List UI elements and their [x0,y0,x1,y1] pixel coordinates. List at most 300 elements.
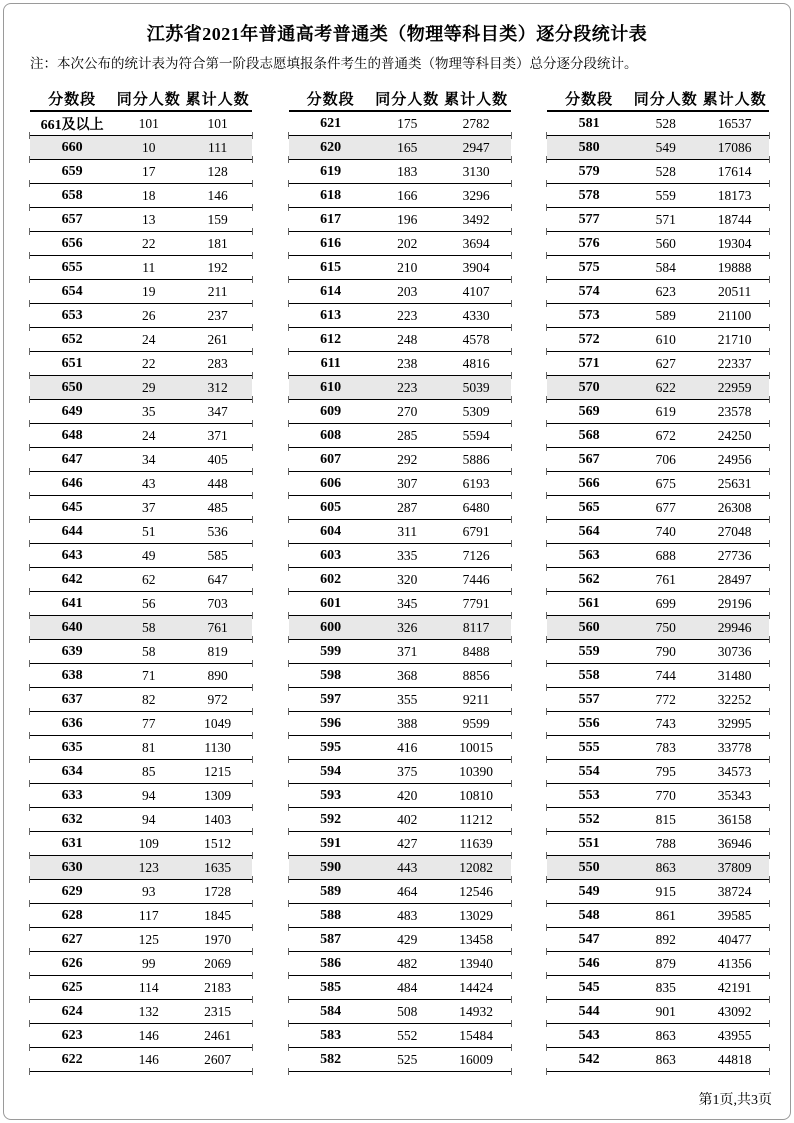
cell-same-score-count: 77 [114,712,183,736]
cell-score-segment: 629 [30,880,114,904]
cell-score-segment: 559 [547,640,631,664]
cell-cumulative-count: 8117 [442,616,511,640]
cell-same-score-count: 788 [631,832,700,856]
cell-cumulative-count: 40477 [700,928,769,952]
table-row [289,328,511,352]
cell-same-score-count: 311 [373,520,442,544]
cell-same-score-count: 94 [114,784,183,808]
score-table-middle [289,86,511,1072]
cell-same-score-count: 345 [373,592,442,616]
cell-score-segment: 590 [289,856,373,880]
cell-cumulative-count: 8488 [442,640,511,664]
cell-same-score-count: 35 [114,400,183,424]
cell-cumulative-count: 27736 [700,544,769,568]
cell-same-score-count: 19 [114,280,183,304]
cell-score-segment: 652 [30,328,114,352]
cell-same-score-count: 166 [373,184,442,208]
cell-cumulative-count: 28497 [700,568,769,592]
cell-same-score-count: 508 [373,1000,442,1024]
cell-cumulative-count: 3492 [442,208,511,232]
table-row [289,808,511,832]
cell-same-score-count: 58 [114,640,183,664]
cell-cumulative-count: 1130 [183,736,252,760]
cell-cumulative-count: 21100 [700,304,769,328]
cell-cumulative-count: 890 [183,664,252,688]
cell-same-score-count: 175 [373,111,442,136]
cell-score-segment: 603 [289,544,373,568]
cell-score-segment: 638 [30,664,114,688]
table-row [289,904,511,928]
table-row [547,280,769,304]
cell-cumulative-count: 18744 [700,208,769,232]
cell-score-segment: 633 [30,784,114,808]
cell-score-segment: 636 [30,712,114,736]
cell-cumulative-count: 3904 [442,256,511,280]
cell-same-score-count: 287 [373,496,442,520]
cell-score-segment: 568 [547,424,631,448]
cell-same-score-count: 761 [631,568,700,592]
cell-same-score-count: 99 [114,952,183,976]
cell-cumulative-count: 17086 [700,136,769,160]
table-row [289,256,511,280]
page-footer: 第1页,共3页 [698,1093,772,1108]
table-row [289,232,511,256]
table-row [30,544,252,568]
cell-same-score-count: 388 [373,712,442,736]
cell-same-score-count: 81 [114,736,183,760]
cell-cumulative-count: 36946 [700,832,769,856]
cell-score-segment: 544 [547,1000,631,1024]
table-row [30,256,252,280]
table-row [289,352,511,376]
cell-cumulative-count: 2069 [183,952,252,976]
cell-score-segment: 647 [30,448,114,472]
cell-same-score-count: 368 [373,664,442,688]
cell-score-segment: 606 [289,472,373,496]
cell-cumulative-count: 12546 [442,880,511,904]
cell-score-segment: 580 [547,136,631,160]
cell-score-segment: 552 [547,808,631,832]
cell-cumulative-count: 1403 [183,808,252,832]
cell-same-score-count: 772 [631,688,700,712]
cell-cumulative-count: 192 [183,256,252,280]
cell-cumulative-count: 312 [183,376,252,400]
cell-same-score-count: 672 [631,424,700,448]
table-row [547,256,769,280]
cell-score-segment: 542 [547,1048,631,1072]
table-row [30,712,252,736]
table-row [547,544,769,568]
cell-score-segment: 637 [30,688,114,712]
cell-score-segment: 657 [30,208,114,232]
cell-score-segment: 615 [289,256,373,280]
cell-cumulative-count: 3130 [442,160,511,184]
cell-same-score-count: 783 [631,736,700,760]
cell-same-score-count: 901 [631,1000,700,1024]
cell-same-score-count: 484 [373,976,442,1000]
cell-cumulative-count: 261 [183,328,252,352]
cell-score-segment: 582 [289,1048,373,1072]
cell-same-score-count: 483 [373,904,442,928]
cell-cumulative-count: 21710 [700,328,769,352]
cell-same-score-count: 375 [373,760,442,784]
cell-same-score-count: 22 [114,352,183,376]
cell-score-segment: 594 [289,760,373,784]
cell-cumulative-count: 1845 [183,904,252,928]
cell-cumulative-count: 3296 [442,184,511,208]
cell-cumulative-count: 30736 [700,640,769,664]
table-row [547,520,769,544]
cell-score-segment: 599 [289,640,373,664]
table-row [547,736,769,760]
table-row [30,808,252,832]
table-row [547,472,769,496]
cell-score-segment: 567 [547,448,631,472]
cell-same-score-count: 584 [631,256,700,280]
cell-score-segment: 610 [289,376,373,400]
cell-same-score-count: 82 [114,688,183,712]
table-row [289,1048,511,1072]
cell-same-score-count: 525 [373,1048,442,1072]
cell-score-segment: 643 [30,544,114,568]
cell-same-score-count: 146 [114,1024,183,1048]
cell-score-segment: 649 [30,400,114,424]
table-row [547,208,769,232]
table-row [547,400,769,424]
table-row [30,304,252,328]
cell-same-score-count: 51 [114,520,183,544]
cell-score-segment: 550 [547,856,631,880]
table-row [289,616,511,640]
cell-same-score-count: 815 [631,808,700,832]
cell-same-score-count: 560 [631,232,700,256]
cell-score-segment: 557 [547,688,631,712]
table-row [547,424,769,448]
cell-score-segment: 630 [30,856,114,880]
cell-score-segment: 613 [289,304,373,328]
cell-cumulative-count: 585 [183,544,252,568]
cell-score-segment: 619 [289,160,373,184]
cell-score-segment: 607 [289,448,373,472]
cell-same-score-count: 915 [631,880,700,904]
table-row [30,184,252,208]
cell-same-score-count: 203 [373,280,442,304]
cell-cumulative-count: 9599 [442,712,511,736]
table-row [289,544,511,568]
cell-same-score-count: 326 [373,616,442,640]
table-row [30,928,252,952]
table-row [547,376,769,400]
cell-score-segment: 639 [30,640,114,664]
cell-cumulative-count: 33778 [700,736,769,760]
table-row [547,976,769,1000]
col-header-score-segment: 分数段 [289,86,373,111]
table-row [289,712,511,736]
table-row [289,520,511,544]
cell-score-segment: 548 [547,904,631,928]
cell-cumulative-count: 7791 [442,592,511,616]
cell-score-segment: 634 [30,760,114,784]
table-row [547,808,769,832]
cell-cumulative-count: 29196 [700,592,769,616]
cell-cumulative-count: 6480 [442,496,511,520]
cell-score-segment: 611 [289,352,373,376]
cell-cumulative-count: 13940 [442,952,511,976]
cell-score-segment: 555 [547,736,631,760]
cell-score-segment: 572 [547,328,631,352]
cell-cumulative-count: 4578 [442,328,511,352]
table-row [30,448,252,472]
cell-same-score-count: 320 [373,568,442,592]
cell-score-segment: 571 [547,352,631,376]
table-row [289,664,511,688]
cell-cumulative-count: 14932 [442,1000,511,1024]
col-header-same-score-count: 同分人数 [114,86,183,111]
table-row [289,424,511,448]
table-row [30,136,252,160]
cell-cumulative-count: 17614 [700,160,769,184]
cell-score-segment: 553 [547,784,631,808]
cell-same-score-count: 482 [373,952,442,976]
table-row [289,784,511,808]
cell-score-segment: 581 [547,111,631,136]
cell-score-segment: 605 [289,496,373,520]
table-row [30,616,252,640]
cell-cumulative-count: 18173 [700,184,769,208]
table-row [547,856,769,880]
cell-score-segment: 560 [547,616,631,640]
cell-same-score-count: 402 [373,808,442,832]
page-title: 江苏省2021年普通高考普通类（物理等科目类）逐分段统计表 [146,24,648,44]
cell-cumulative-count: 11639 [442,832,511,856]
cell-score-segment: 640 [30,616,114,640]
table-row [30,736,252,760]
table-row [30,328,252,352]
cell-score-segment: 585 [289,976,373,1000]
table-row [30,208,252,232]
table-row [30,880,252,904]
table-row [289,880,511,904]
col-header-score-segment: 分数段 [547,86,631,111]
cell-same-score-count: 71 [114,664,183,688]
cell-same-score-count: 11 [114,256,183,280]
col-header-same-score-count: 同分人数 [373,86,442,111]
cell-same-score-count: 114 [114,976,183,1000]
cell-cumulative-count: 1512 [183,832,252,856]
cell-cumulative-count: 23578 [700,400,769,424]
cell-cumulative-count: 32252 [700,688,769,712]
cell-score-segment: 631 [30,832,114,856]
cell-cumulative-count: 20511 [700,280,769,304]
cell-same-score-count: 292 [373,448,442,472]
cell-score-segment: 609 [289,400,373,424]
cell-same-score-count: 202 [373,232,442,256]
cell-score-segment: 614 [289,280,373,304]
cell-cumulative-count: 7446 [442,568,511,592]
cell-cumulative-count: 819 [183,640,252,664]
cell-same-score-count: 863 [631,1048,700,1072]
cell-same-score-count: 355 [373,688,442,712]
cell-same-score-count: 285 [373,424,442,448]
cell-cumulative-count: 39585 [700,904,769,928]
table-row [30,1024,252,1048]
table-row [30,111,252,136]
cell-score-segment: 612 [289,328,373,352]
table-row [547,1000,769,1024]
cell-cumulative-count: 1309 [183,784,252,808]
table-row [30,496,252,520]
table-row [547,111,769,136]
header-row [289,86,511,111]
cell-score-segment: 648 [30,424,114,448]
cell-cumulative-count: 972 [183,688,252,712]
cell-same-score-count: 94 [114,808,183,832]
cell-score-segment: 592 [289,808,373,832]
table-row [30,280,252,304]
cell-same-score-count: 10 [114,136,183,160]
table-row [30,664,252,688]
cell-same-score-count: 307 [373,472,442,496]
cell-same-score-count: 740 [631,520,700,544]
table-row [30,232,252,256]
cell-cumulative-count: 10810 [442,784,511,808]
table-row [289,640,511,664]
cell-same-score-count: 24 [114,424,183,448]
cell-cumulative-count: 6193 [442,472,511,496]
cell-same-score-count: 622 [631,376,700,400]
table-row [289,928,511,952]
table-row [30,520,252,544]
cell-cumulative-count: 16009 [442,1048,511,1072]
cell-cumulative-count: 3694 [442,232,511,256]
cell-score-segment: 586 [289,952,373,976]
table-row [30,976,252,1000]
cell-cumulative-count: 24956 [700,448,769,472]
cell-same-score-count: 743 [631,712,700,736]
cell-same-score-count: 861 [631,904,700,928]
cell-cumulative-count: 42191 [700,976,769,1000]
table-row [547,352,769,376]
cell-score-segment: 579 [547,160,631,184]
cell-score-segment: 600 [289,616,373,640]
table-row [547,832,769,856]
table-row [547,184,769,208]
col-header-cumulative-count: 累计人数 [183,86,252,111]
cell-cumulative-count: 16537 [700,111,769,136]
table-row [289,400,511,424]
table-row [547,664,769,688]
cell-same-score-count: 29 [114,376,183,400]
cell-score-segment: 573 [547,304,631,328]
cell-same-score-count: 688 [631,544,700,568]
cell-same-score-count: 146 [114,1048,183,1072]
table-row [30,904,252,928]
table-row [289,472,511,496]
table-row [289,1000,511,1024]
cell-score-segment: 645 [30,496,114,520]
cell-score-segment: 617 [289,208,373,232]
cell-score-segment: 549 [547,880,631,904]
table-row [547,952,769,976]
cell-cumulative-count: 2782 [442,111,511,136]
cell-same-score-count: 623 [631,280,700,304]
cell-score-segment: 655 [30,256,114,280]
cell-cumulative-count: 211 [183,280,252,304]
cell-same-score-count: 24 [114,328,183,352]
page-note: 注：本次公布的统计表为符合第一阶段志愿填报条件考生的普通类（物理等科目类）总分逐分段统计。 [30,56,638,71]
table-row [30,160,252,184]
cell-score-segment: 625 [30,976,114,1000]
table-row [547,160,769,184]
cell-same-score-count: 863 [631,1024,700,1048]
table-row [289,280,511,304]
cell-same-score-count: 49 [114,544,183,568]
cell-score-segment: 628 [30,904,114,928]
cell-score-segment: 622 [30,1048,114,1072]
cell-same-score-count: 101 [114,111,183,136]
cell-score-segment: 604 [289,520,373,544]
cell-score-segment: 564 [547,520,631,544]
cell-same-score-count: 93 [114,880,183,904]
cell-cumulative-count: 22337 [700,352,769,376]
cell-same-score-count: 26 [114,304,183,328]
cell-score-segment: 660 [30,136,114,160]
cell-same-score-count: 238 [373,352,442,376]
cell-same-score-count: 706 [631,448,700,472]
cell-score-segment: 597 [289,688,373,712]
cell-score-segment: 659 [30,160,114,184]
cell-score-segment: 576 [547,232,631,256]
cell-same-score-count: 571 [631,208,700,232]
table-row [30,760,252,784]
cell-same-score-count: 770 [631,784,700,808]
cell-cumulative-count: 5309 [442,400,511,424]
table-row [30,784,252,808]
cell-same-score-count: 13 [114,208,183,232]
cell-cumulative-count: 4107 [442,280,511,304]
cell-score-segment: 656 [30,232,114,256]
cell-cumulative-count: 32995 [700,712,769,736]
cell-cumulative-count: 7126 [442,544,511,568]
cell-same-score-count: 427 [373,832,442,856]
cell-cumulative-count: 24250 [700,424,769,448]
table-row [30,400,252,424]
cell-score-segment: 589 [289,880,373,904]
cell-cumulative-count: 12082 [442,856,511,880]
cell-cumulative-count: 22959 [700,376,769,400]
cell-cumulative-count: 44818 [700,1048,769,1072]
cell-same-score-count: 552 [373,1024,442,1048]
cell-cumulative-count: 371 [183,424,252,448]
cell-same-score-count: 270 [373,400,442,424]
cell-cumulative-count: 1215 [183,760,252,784]
cell-same-score-count: 22 [114,232,183,256]
cell-score-segment: 661及以上 [30,111,114,136]
cell-same-score-count: 37 [114,496,183,520]
cell-cumulative-count: 5594 [442,424,511,448]
cell-score-segment: 566 [547,472,631,496]
table-row [30,952,252,976]
cell-cumulative-count: 34573 [700,760,769,784]
cell-score-segment: 627 [30,928,114,952]
cell-cumulative-count: 29946 [700,616,769,640]
cell-cumulative-count: 101 [183,111,252,136]
cell-same-score-count: 835 [631,976,700,1000]
cell-cumulative-count: 2461 [183,1024,252,1048]
table-row [547,592,769,616]
cell-cumulative-count: 536 [183,520,252,544]
cell-same-score-count: 744 [631,664,700,688]
